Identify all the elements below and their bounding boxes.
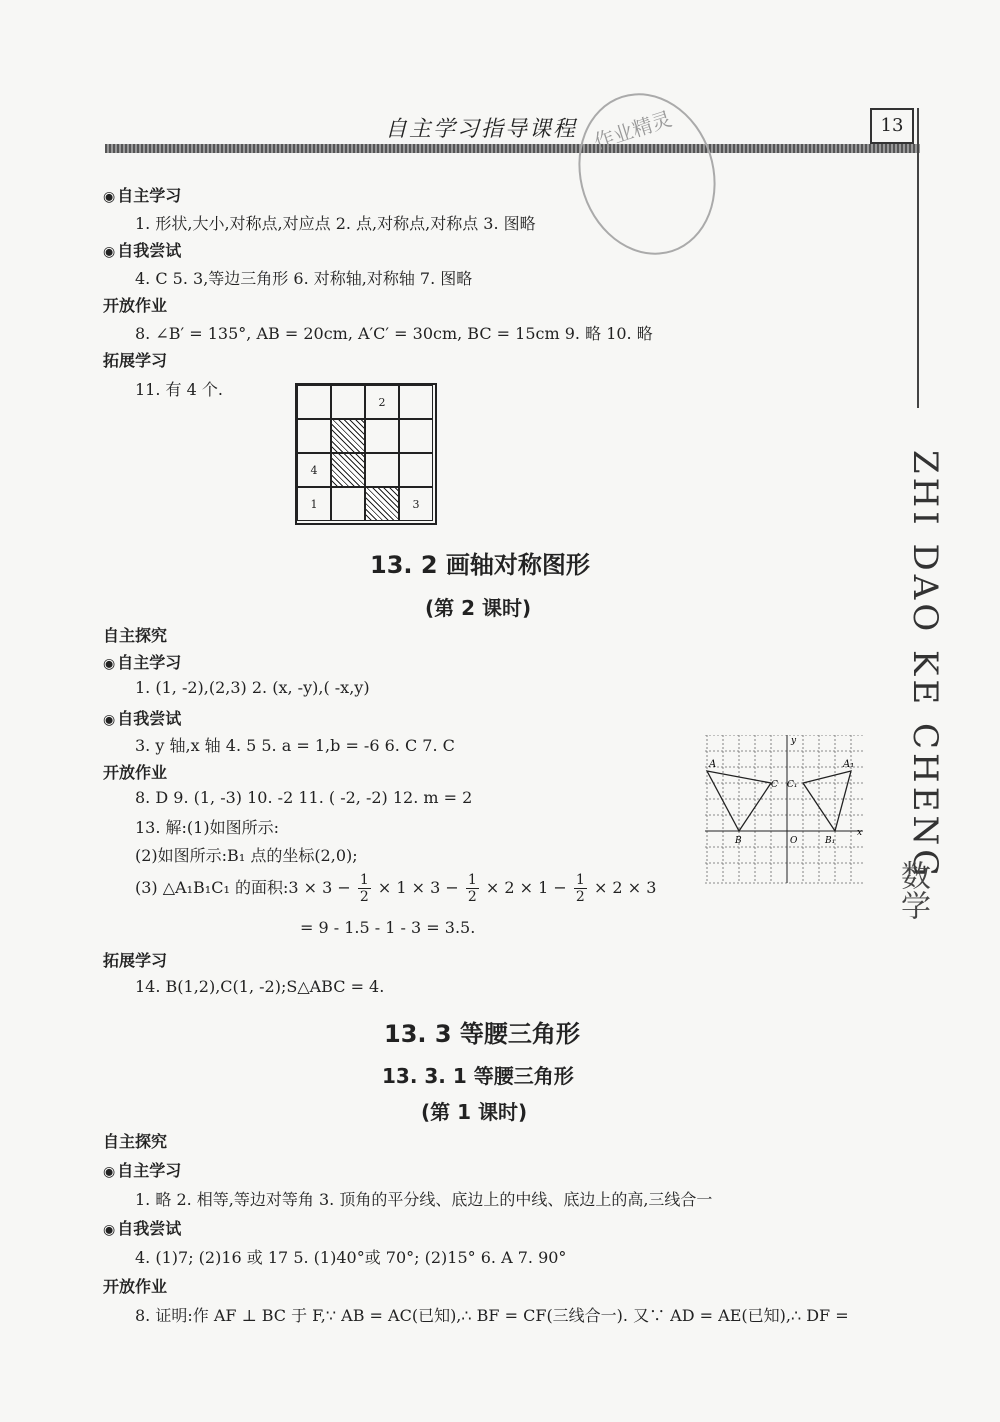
- label-a: A: [709, 759, 717, 770]
- coordinate-diagram: [705, 735, 865, 885]
- formula-part: × 2 × 3: [593, 878, 657, 897]
- grid-figure: [295, 383, 437, 525]
- answer-line: 1. (1, -2),(2,3) 2. (x, -y),( -x,y): [135, 678, 370, 697]
- label-kaifang-zuoye: 开放作业: [103, 296, 168, 315]
- formula-part: × 2 × 1 −: [485, 878, 567, 897]
- label-zizhu-xuexi: ◉ 自主学习: [103, 1158, 181, 1181]
- answer-line: 4. C 5. 3,等边三角形 6. 对称轴,对称轴 7. 图略: [135, 269, 473, 288]
- label-c1: C₁: [787, 780, 798, 790]
- label-zizhu-tanjiu: 自主探究: [103, 626, 168, 645]
- answer-line: 4. (1)7; (2)16 或 17 5. (1)40°或 70°; (2)15° 6. A 7. 90°: [135, 1248, 567, 1267]
- answer-line: = 9 - 1.5 - 1 - 3 = 3.5.: [300, 918, 476, 937]
- fraction: $\frac{1}{2}$: [575, 872, 585, 905]
- answer-line: (2)如图所示:B₁ 点的坐标(2,0);: [135, 846, 358, 865]
- subsection-title: 13. 3. 1 等腰三角形: [382, 1064, 574, 1088]
- side-subject: 数学: [895, 860, 930, 920]
- vertical-rule: [917, 108, 919, 408]
- section-title: 13. 2 画轴对称图形: [370, 551, 590, 579]
- shaded-cell: [365, 487, 399, 521]
- grid-label: 4: [297, 453, 331, 487]
- section-title: 13. 3 等腰三角形: [384, 1020, 580, 1048]
- shaded-cell: [331, 419, 365, 453]
- answer-line: 3. y 轴,x 轴 4. 5 5. a = 1,b = -6 6. C 7. C: [135, 736, 455, 755]
- label-kaifang-zuoye: 开放作业: [103, 1277, 168, 1296]
- label-origin: O: [790, 836, 798, 846]
- answer-line: 8. 证明:作 AF ⊥ BC 于 F,∵ AB = AC(已知),∴ BF = CF(三线合一). 又∵ AD = AE(已知),∴ DF =: [135, 1306, 849, 1325]
- formula-part: (3) △A₁B₁C₁ 的面积:3 × 3 −: [135, 878, 351, 897]
- label-x-axis: x: [857, 828, 863, 838]
- answer-line: 1. 形状,大小,对称点,对应点 2. 点,对称点,对称点 3. 图略: [135, 214, 536, 233]
- label-zizhu-tanjiu: 自主探究: [103, 1132, 168, 1151]
- fraction: $\frac{1}{2}$: [359, 872, 369, 905]
- answer-line: 11. 有 4 个.: [135, 380, 223, 399]
- label-kaifang-zuoye: 开放作业: [103, 763, 168, 782]
- formula-part: × 1 × 3 −: [377, 878, 459, 897]
- answer-line: 13. 解:(1)如图所示:: [135, 818, 279, 837]
- grid-label: 3: [399, 487, 433, 521]
- label-ziwo-changshi: ◉ 自我尝试: [103, 238, 181, 261]
- header-rule: [105, 144, 920, 153]
- grid-label: 2: [365, 385, 399, 419]
- watermark-stamp: [558, 75, 736, 272]
- header-title: 自主学习指导课程: [385, 117, 578, 142]
- answer-line: 8. D 9. (1, -3) 10. -2 11. ( -2, -2) 12. m = 2: [135, 788, 473, 807]
- answer-line: 1. 略 2. 相等,等边对等角 3. 顶角的平分线、底边上的中线、底边上的高,三线合一: [135, 1190, 713, 1209]
- answer-line: 8. ∠B′ = 135°, AB = 20cm, A′C′ = 30cm, BC = 15cm 9. 略 10. 略: [135, 324, 653, 343]
- side-vertical-text: ZHI DAO KE CHENG: [905, 450, 945, 881]
- label-zizhu-xuexi: ◉ 自主学习: [103, 650, 181, 673]
- label-zizhu-xuexi: ◉ 自主学习: [103, 183, 181, 206]
- fraction: $\frac{1}{2}$: [467, 872, 477, 905]
- label-y-axis: y: [791, 736, 797, 746]
- label-a1: A₁: [843, 759, 855, 770]
- triangle-a1b1c1: [803, 771, 851, 831]
- label-ziwo-changshi: ◉ 自我尝试: [103, 1216, 181, 1239]
- section-subtitle: (第 2 课时): [425, 596, 532, 620]
- label-tuozhan-xuexi: 拓展学习: [103, 951, 168, 970]
- lesson-subtitle: (第 1 课时): [421, 1100, 528, 1124]
- label-b1: B₁: [825, 836, 836, 846]
- shaded-cell: [331, 453, 365, 487]
- label-ziwo-changshi: ◉ 自我尝试: [103, 706, 181, 729]
- label-tuozhan-xuexi: 拓展学习: [103, 351, 168, 370]
- label-b: B: [735, 836, 742, 846]
- page-number: 13: [870, 108, 914, 144]
- grid-label: 1: [297, 487, 331, 521]
- label-c: C: [771, 780, 778, 790]
- stamp-text: 作业精灵: [591, 106, 675, 155]
- area-formula: [135, 872, 656, 905]
- answer-line: 14. B(1,2),C(1, -2);S△ABC = 4.: [135, 977, 385, 996]
